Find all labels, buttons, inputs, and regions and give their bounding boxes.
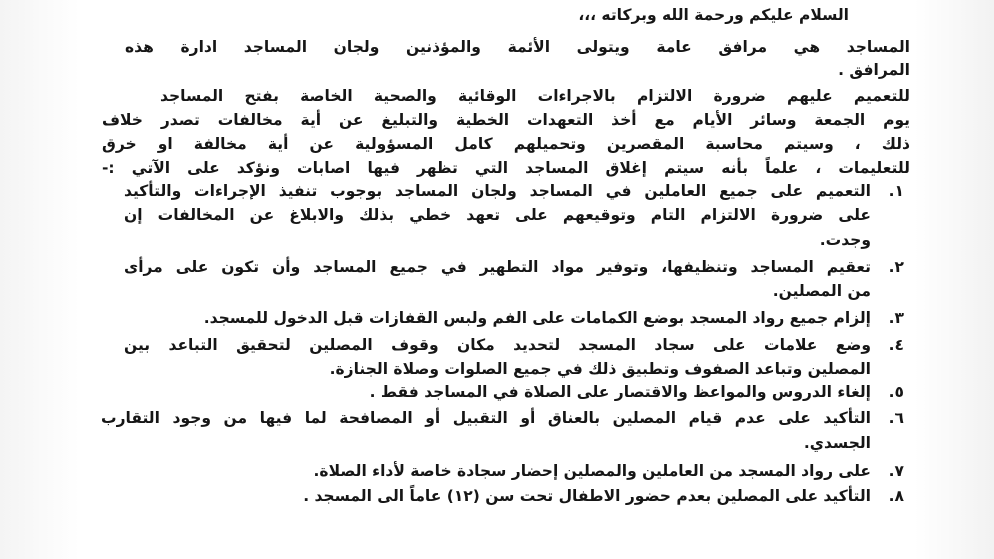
list-item-line: المصلين وتباعد الصفوف وتطبيق ذلك في جميع الصلوات وصلاة الجنازة. [329,360,871,378]
list-item-line: على ضرورة الالتزام التام وتوقيعهم على تعهد خطي بذلك والابلاغ عن المخالفات إن [124,206,871,224]
list-item-line: تعقيم المساجد وتنظيفها، وتوفير مواد التطهير في جميع المساجد وأن تكون على مرأى [124,258,871,276]
list-item-line: الجسدي. [803,434,871,452]
paragraph-line-3: ذلك ، وسيتم محاسبة المقصرين وتحميلهم كامل المسؤولية عن أية مخالفة او خرق [102,135,910,153]
list-item-number: ٦. [888,409,904,427]
greeting: السلام عليكم ورحمة الله وبركاته ،،، [578,6,849,24]
intro-line-2: المرافق . [838,61,910,79]
list-item-line: وجدت. [819,231,871,249]
list-item-number: ٢. [888,258,904,276]
list-item-number: ٥. [888,383,904,401]
list-item-line: التأكيد على المصلين بعدم حضور الاطفال تحت سن (١٢) عاماً الى المسجد . [303,487,871,505]
list-item-number: ٤. [888,336,904,354]
list-item-line: إلغاء الدروس والمواعظ والاقتصار على الصلاة في المساجد فقط . [369,383,871,401]
list-item-line: وضع علامات على سجاد المسجد لتحديد مكان وقوف المصلين لتحقيق التباعد بين [124,336,871,354]
list-item-line: على رواد المسجد من العاملين والمصلين إحضار سجادة خاصة لأداء الصلاة. [313,462,871,480]
intro-line-1: المساجد هي مرافق عامة ويتولى الأئمة والمؤذنين ولجان المساجد ادارة هذه [125,38,910,56]
list-item-line: التعميم على جميع العاملين في المساجد ولجان المساجد بوجوب تنفيذ الإجراءات والتأكيد [124,182,871,200]
paragraph-line-4: للتعليمات ، علماً بأنه سيتم إغلاق المساجد التي تظهر فيها اصابات ونؤكد على الآتي :- [102,159,910,177]
list-item-line: من المصلين. [772,282,871,300]
paragraph-line-2: يوم الجمعة وسائر الأيام مع أخذ التعهدات الخطية والتبليغ عن أية مخالفات تصدر خلاف [102,111,910,129]
list-item-line: إلزام جميع رواد المسجد بوضع الكمامات على الفم ولبس القفازات قبل الدخول للمسجد. [203,309,871,327]
list-item-number: ٨. [888,487,904,505]
paragraph-line-1: للتعميم عليهم ضرورة الالتزام بالاجراءات الوقائية والصحية الخاصة بفتح المساجد [160,87,910,105]
list-item-line: التأكيد على عدم قيام المصلين بالعناق أو التقبيل أو المصافحة لما فيها من وجود التقارب [101,409,871,427]
list-item-number: ٧. [888,462,904,480]
list-item-number: ١. [888,182,904,200]
list-item-number: ٣. [888,309,904,327]
